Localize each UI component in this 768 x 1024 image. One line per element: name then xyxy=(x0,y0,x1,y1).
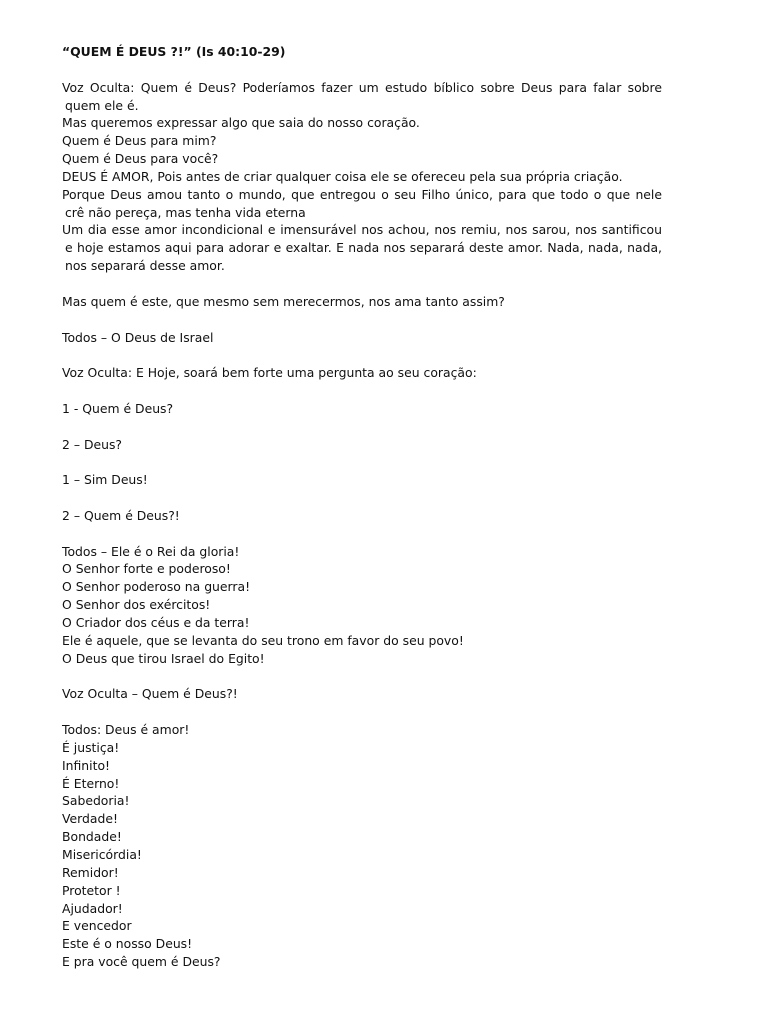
text-line: Sabedoria! xyxy=(62,793,130,809)
spacer xyxy=(62,61,662,79)
text-line: O Deus que tirou Israel do Egito! xyxy=(62,650,265,666)
text-line: e hoje estamos aqui para adorar e exaltar. E nada nos separará deste amor. Nada, nada, nada, xyxy=(65,240,662,256)
document-page xyxy=(62,43,662,971)
text-line: Bondade! xyxy=(62,829,122,845)
todos-paragraph xyxy=(62,543,662,668)
text-line: Protetor ! xyxy=(62,882,121,898)
voz-oculta-line: Voz Oculta – Quem é Deus?! xyxy=(62,686,238,702)
text-line: Um dia esse amor incondicional e imensurável nos achou, nos remiu, nos sarou, nos santificou xyxy=(62,222,662,238)
text-line: Infinito! xyxy=(62,757,111,773)
text-line: E vencedor xyxy=(62,918,132,934)
dialog-line: 1 - Quem é Deus? xyxy=(62,400,174,416)
text-line: Ajudador! xyxy=(62,900,123,916)
todos-line: Todos – O Deus de Israel xyxy=(62,329,214,345)
spacer xyxy=(62,346,662,364)
text-line: O Senhor poderoso na guerra! xyxy=(62,579,251,595)
closing-paragraph xyxy=(62,721,662,971)
dialog-line: 2 – Quem é Deus?! xyxy=(62,507,180,523)
voz-oculta-line: Voz Oculta: E Hoje, soará bem forte uma pergunta ao seu coração: xyxy=(62,365,477,381)
spacer xyxy=(62,703,662,721)
text-line: nos separará desse amor. xyxy=(65,258,225,274)
text-line: Este é o nosso Deus! xyxy=(62,936,193,952)
question-line: Mas quem é este, que mesmo sem merecermos, nos ama tanto assim? xyxy=(62,293,505,309)
text-line: E pra você quem é Deus? xyxy=(62,954,221,970)
spacer xyxy=(62,525,662,543)
spacer xyxy=(62,668,662,686)
text-line: Voz Oculta: Quem é Deus? Poderíamos fazer um estudo bíblico sobre Deus para falar sobre xyxy=(62,79,662,95)
spacer xyxy=(62,275,662,293)
spacer xyxy=(62,311,662,329)
text-line: crê não pereça, mas tenha vida eterna xyxy=(65,204,306,220)
document-title: “QUEM É DEUS ?!” (Is 40:10-29) xyxy=(62,44,286,59)
text-line: Porque Deus amou tanto o mundo, que entregou o seu Filho único, para que todo o que nele xyxy=(62,186,662,202)
text-line: Verdade! xyxy=(62,811,118,827)
text-line: Mas queremos expressar algo que saia do nosso coração. xyxy=(62,115,420,131)
text-line: quem ele é. xyxy=(65,97,139,113)
spacer xyxy=(62,489,662,507)
spacer xyxy=(62,382,662,400)
dialog-line: 2 – Deus? xyxy=(62,436,123,452)
spacer xyxy=(62,453,662,471)
text-line: DEUS É AMOR, Pois antes de criar qualquer coisa ele se ofereceu pela sua própria criação. xyxy=(62,168,623,184)
text-line: Quem é Deus para você? xyxy=(62,151,219,167)
intro-paragraph xyxy=(62,79,662,275)
text-line: É justiça! xyxy=(62,739,120,755)
text-line: Quem é Deus para mim? xyxy=(62,133,217,149)
text-line: O Senhor dos exércitos! xyxy=(62,597,211,613)
dialog-line: 1 – Sim Deus! xyxy=(62,472,148,488)
text-line: Todos – Ele é o Rei da gloria! xyxy=(62,543,240,559)
text-line: É Eterno! xyxy=(62,775,120,791)
text-line: Ele é aquele, que se levanta do seu trono em favor do seu povo! xyxy=(62,632,464,648)
text-line: Todos: Deus é amor! xyxy=(62,722,190,738)
text-line: Misericórdia! xyxy=(62,846,142,862)
text-line: O Senhor forte e poderoso! xyxy=(62,561,231,577)
text-line: Remidor! xyxy=(62,864,119,880)
text-line: O Criador dos céus e da terra! xyxy=(62,615,250,630)
spacer xyxy=(62,418,662,436)
